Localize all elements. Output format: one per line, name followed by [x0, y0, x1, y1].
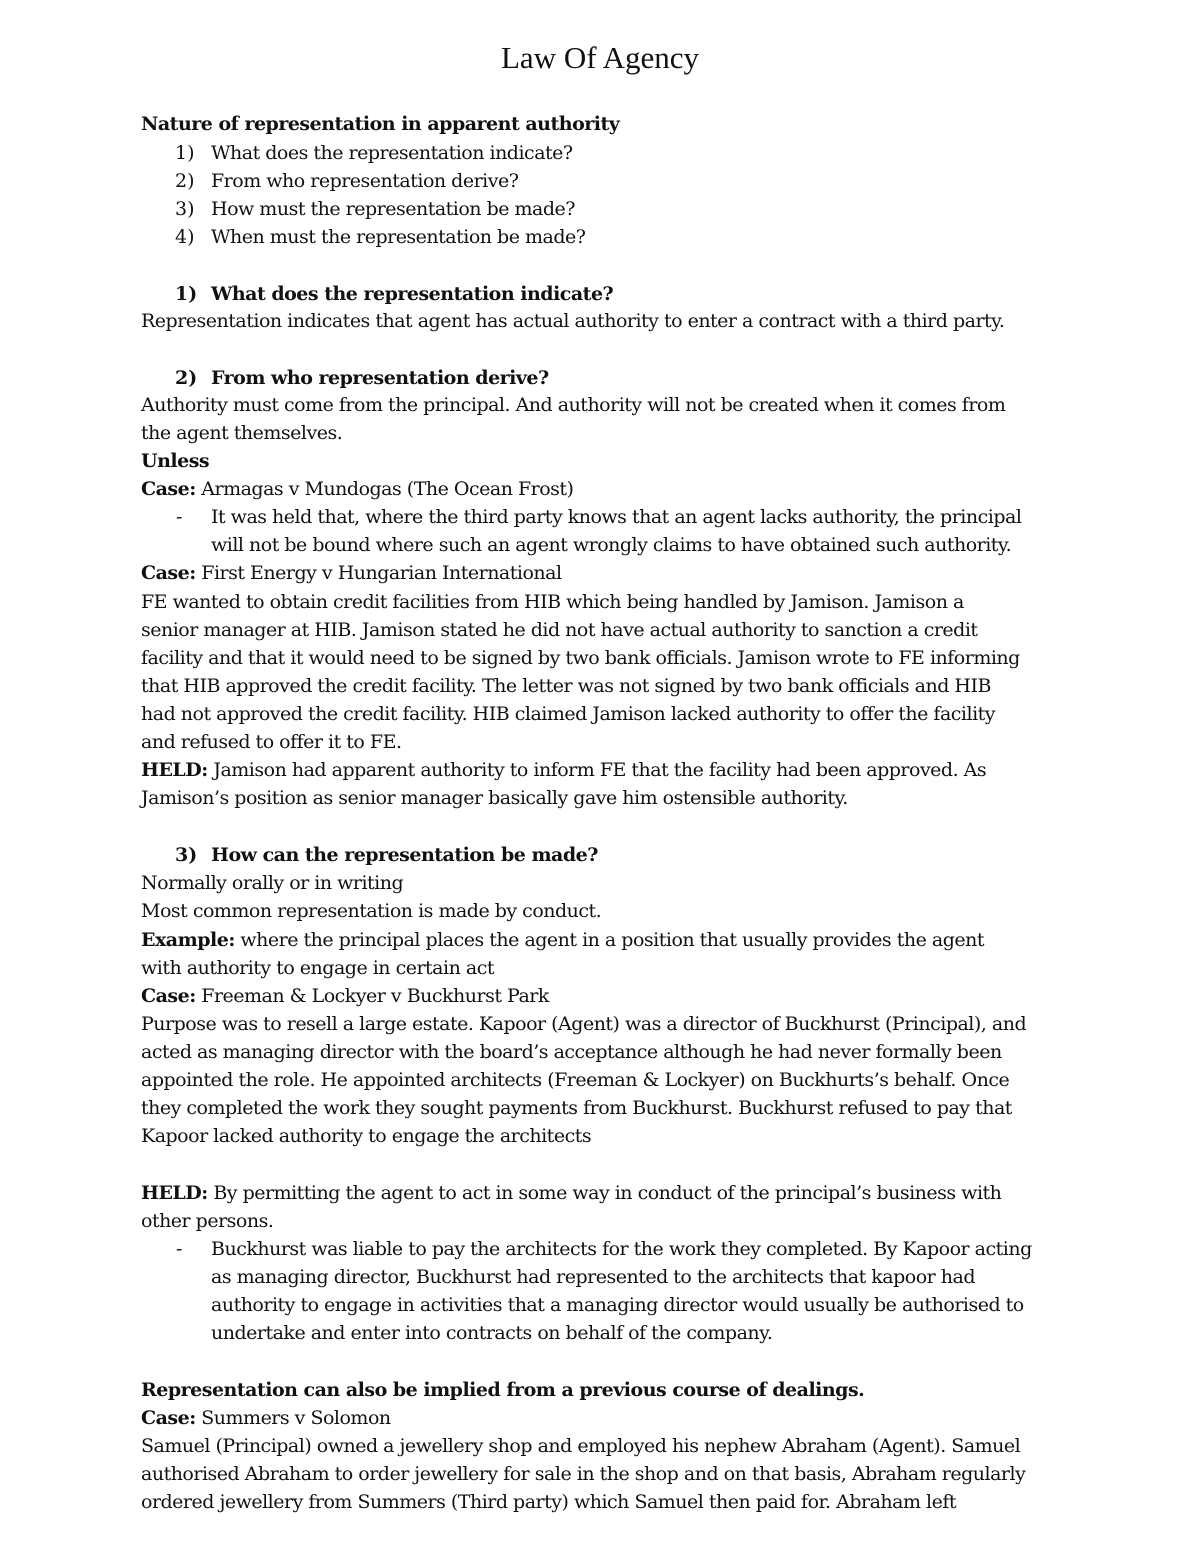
- section-1-num: 1): [175, 283, 198, 305]
- case-colon: :: [189, 478, 196, 500]
- summers-facts-line-2: authorised Abraham to order jewellery for sale in the shop and on that basis, Abraham regularly: [141, 1463, 1026, 1485]
- case-line-armagas: [141, 475, 573, 503]
- case-name: Freeman & Lockyer v Buckhurst Park: [201, 985, 549, 1007]
- summers-facts-line-3: ordered jewellery from Summers (Third party) which Samuel then paid for. Abraham left: [141, 1491, 957, 1513]
- freeman-facts-line-5: Kapoor lacked authority to engage the architects: [141, 1125, 592, 1147]
- held-text: Jamison had apparent authority to inform FE that the facility had been approved. As: [213, 759, 987, 781]
- fe-facts-line-2: senior manager at HIB. Jamison stated he did not have actual authority to sanction a credit: [141, 619, 978, 641]
- section-3-line-2: Most common representation is made by conduct.: [141, 900, 602, 922]
- case-name: Armagas v Mundogas (The Ocean Frost): [201, 478, 574, 500]
- summers-facts-line-1: Samuel (Principal) owned a jewellery shop and employed his nephew Abraham (Agent). Samuel: [141, 1435, 1021, 1457]
- intro-item-2: From who representation derive?: [211, 170, 519, 192]
- case-label: Case: [141, 1407, 190, 1429]
- intro-item-3: How must the representation be made?: [211, 198, 575, 220]
- case-line-first-energy: [141, 559, 562, 587]
- intro-item-num-2: 2): [175, 170, 195, 192]
- example-colon: :: [228, 929, 235, 951]
- document-title: Law Of Agency: [501, 40, 699, 75]
- section-2-paragraph-line-1: Authority must come from the principal. And authority will not be created when it comes from: [141, 394, 1006, 416]
- fe-facts-line-3: facility and that it would need to be signed by two bank officials. Jamison wrote to FE informing: [141, 647, 1020, 669]
- armagas-bullet-line-1: It was held that, where the third party knows that an agent lacks authority, the principal: [211, 506, 1022, 528]
- section-1-heading: What does the representation indicate?: [211, 283, 614, 305]
- freeman-bullet-line-1: Buckhurst was liable to pay the architects for the work they completed. By Kapoor acting: [211, 1238, 1032, 1260]
- case-colon: :: [189, 985, 196, 1007]
- section-1-paragraph: Representation indicates that agent has actual authority to enter a contract with a third party.: [141, 310, 1005, 332]
- freeman-bullet-line-3: authority to engage in activities that a managing director would usually be authorised to: [211, 1294, 1024, 1316]
- held-label: HELD:: [141, 1182, 208, 1204]
- fe-facts-line-6: and refused to offer it to FE.: [141, 731, 402, 753]
- fe-facts-line-1: FE wanted to obtain credit facilities from HIB which being handled by Jamison. Jamison a: [141, 591, 964, 613]
- freeman-facts-line-4: they completed the work they sought payments from Buckhurst. Buckhurst refused to pay that: [141, 1097, 1012, 1119]
- section-2-num: 2): [175, 367, 198, 389]
- armagas-bullet-line-2: will not be bound where such an agent wrongly claims to have obtained such authority.: [211, 534, 1012, 556]
- bullet-dash: -: [176, 1238, 183, 1260]
- example-line-2: with authority to engage in certain act: [141, 957, 494, 979]
- intro-heading: Nature of representation in apparent authority: [141, 113, 620, 135]
- intro-item-num-1: 1): [175, 142, 195, 164]
- freeman-facts-line-3: appointed the role. He appointed architects (Freeman & Lockyer) on Buckhurts’s behalf. Once: [141, 1069, 1010, 1091]
- example-line-1: [141, 926, 984, 954]
- freeman-facts-line-2: acted as managing director with the board’s acceptance although he had never formally been: [141, 1041, 1002, 1063]
- intro-item-1: What does the representation indicate?: [211, 142, 573, 164]
- case-label: Case: [141, 985, 190, 1007]
- held-label: HELD:: [141, 759, 208, 781]
- freeman-bullet-line-4: undertake and enter into contracts on behalf of the company.: [211, 1322, 773, 1344]
- fe-facts-line-5: had not approved the credit facility. HIB claimed Jamison lacked authority to offer the facility: [141, 703, 996, 725]
- section-4-heading: Representation can also be implied from a previous course of dealings.: [141, 1379, 865, 1401]
- case-label: Case: [141, 562, 190, 584]
- case-colon: :: [189, 562, 196, 584]
- intro-item-num-3: 3): [175, 198, 195, 220]
- freeman-held-line-2: other persons.: [141, 1210, 274, 1232]
- intro-item-4: When must the representation be made?: [211, 226, 586, 248]
- freeman-bullet-line-2: as managing director, Buckhurst had represented to the architects that kapoor had: [211, 1266, 975, 1288]
- held-text: By permitting the agent to act in some way in conduct of the principal’s business with: [213, 1182, 1002, 1204]
- section-3-num: 3): [175, 844, 198, 866]
- section-2-heading: From who representation derive?: [211, 367, 549, 389]
- example-label: Example: [141, 929, 229, 951]
- section-3-heading: How can the representation be made?: [211, 844, 598, 866]
- example-text: where the principal places the agent in a position that usually provides the agent: [240, 929, 984, 951]
- intro-item-num-4: 4): [175, 226, 195, 248]
- section-2-paragraph-line-2: the agent themselves.: [141, 422, 343, 444]
- freeman-facts-line-1: Purpose was to resell a large estate. Kapoor (Agent) was a director of Buckhurst (Principal), and: [141, 1013, 1027, 1035]
- case-name: Summers v Solomon: [201, 1407, 391, 1429]
- case-name: First Energy v Hungarian International: [201, 562, 562, 584]
- bullet-dash: -: [176, 506, 183, 528]
- fe-facts-line-4: that HIB approved the credit facility. The letter was not signed by two bank officials and HIB: [141, 675, 991, 697]
- freeman-held-line-1: [141, 1179, 1001, 1207]
- fe-held-line-2: Jamison’s position as senior manager basically gave him ostensible authority.: [141, 787, 848, 809]
- case-label: Case: [141, 478, 190, 500]
- fe-held-line-1: [141, 756, 986, 784]
- case-line-summers: [141, 1404, 391, 1432]
- unless-label: Unless: [141, 450, 210, 472]
- section-3-line-1: Normally orally or in writing: [141, 872, 404, 894]
- case-colon: :: [189, 1407, 196, 1429]
- case-line-freeman: [141, 982, 549, 1010]
